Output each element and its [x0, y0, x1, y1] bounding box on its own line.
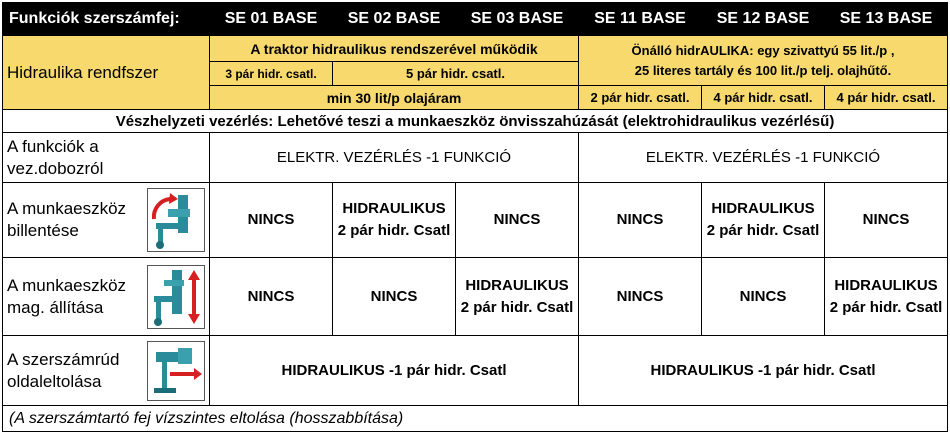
- tilt-se02-line-2: 2 pár hidr. Csatl: [337, 222, 451, 239]
- control-box-left: ELEKTR. VEZÉRLÉS -1 FUNKCIÓ: [210, 133, 579, 183]
- height-arrow-icon: [147, 265, 205, 329]
- tilt-label-line-1: A munkaeszköz: [7, 199, 127, 218]
- feature-table: [2, 2, 948, 432]
- header-model-4: SE 11 BASE: [579, 3, 702, 36]
- control-box-label-line-2: vez.dobozról: [7, 158, 104, 178]
- header-model-3: SE 03 BASE: [456, 3, 579, 36]
- note-text: (A szerszámtartó fej vízszintes eltolása (hosszabbítása): [3, 406, 948, 432]
- control-box-row: [3, 133, 948, 183]
- hydraulics-row-1: [3, 36, 948, 62]
- header-model-6: SE 13 BASE: [825, 3, 948, 36]
- standalone-line-2: 25 literes tartály és 100 lit./p telj. olajhűtő.: [634, 62, 892, 78]
- tilt-se02: [333, 183, 456, 258]
- standalone-pairs-3: 4 pár hidr. csatl.: [825, 86, 948, 110]
- side-shift-icon: [147, 341, 205, 401]
- header-row: [3, 3, 948, 36]
- emergency-row: [3, 110, 948, 133]
- tilt-se01: NINCS: [210, 183, 333, 258]
- shift-label-line-1: A szerszámrúd: [7, 349, 120, 369]
- header-model-2: SE 02 BASE: [333, 3, 456, 36]
- height-label-line-1: A munkaeszköz: [7, 275, 127, 295]
- standalone-hydraulics-cell: [579, 36, 948, 86]
- tilt-arrow-icon: [147, 188, 205, 252]
- height-label-line-2: mag. állítása: [7, 297, 104, 317]
- height-se13-line-1: HIDRAULIKUS: [834, 276, 938, 294]
- shift-left: HIDRAULIKUS -1 pár hidr. Csatl: [210, 336, 579, 406]
- height-se13-line-2: 2 pár hidr. Csatl: [829, 298, 943, 316]
- tractor-flow: min 30 lit/p olajáram: [210, 86, 579, 110]
- tilt-se12-line-2: 2 pár hidr. Csatl: [706, 222, 820, 239]
- tilt-se11: NINCS: [579, 183, 702, 258]
- header-model-1: SE 01 BASE: [210, 3, 333, 36]
- emergency-text: Vészhelyzeti vezérlés: Lehetővé teszi a munkaeszköz önvisszahúzását (elektrohidraulikus vezérlésű): [3, 110, 948, 133]
- tilt-se02-line-1: HIDRAULIKUS: [342, 200, 446, 217]
- tilt-se12-line-1: HIDRAULIKUS: [711, 200, 815, 217]
- hydraulics-label: Hidraulika rendfszer: [3, 36, 210, 110]
- tilt-se03: NINCS: [456, 183, 579, 258]
- height-se01: NINCS: [210, 258, 333, 336]
- tilt-se13: NINCS: [825, 183, 948, 258]
- shift-label-line-2: oldaleltolása: [7, 371, 102, 391]
- feature-table-container: [2, 2, 947, 436]
- height-se03: [456, 258, 579, 336]
- standalone-pairs-1: 2 pár hidr. csatl.: [579, 86, 702, 110]
- height-se11: NINCS: [579, 258, 702, 336]
- standalone-line-1: Önálló hidrAULIKA: egy szivattyú 55 lit./p ,: [631, 42, 895, 58]
- tilt-label-line-2: billentése: [7, 221, 79, 240]
- tilt-label-cell: [3, 183, 210, 258]
- height-label-cell: [3, 258, 210, 336]
- control-box-label-line-1: A funkciók a: [7, 136, 99, 156]
- tractor-hydraulics-title: A traktor hidraulikus rendszerével működik: [210, 36, 579, 62]
- standalone-pairs-2: 4 pár hidr. csatl.: [702, 86, 825, 110]
- tractor-pairs-3: 3 pár hidr. csatl.: [210, 62, 333, 86]
- control-box-label: [3, 133, 210, 183]
- height-se03-line-2: 2 pár hidr. Csatl: [460, 298, 574, 316]
- tilt-row: [3, 183, 948, 258]
- note-row: [3, 406, 948, 432]
- control-box-right: ELEKTR. VEZÉRLÉS -1 FUNKCIÓ: [579, 133, 948, 183]
- header-first-cell: Funkciók szerszámfej:: [3, 3, 210, 36]
- height-row: [3, 258, 948, 336]
- tractor-pairs-5: 5 pár hidr. csatl.: [333, 62, 579, 86]
- height-se03-line-1: HIDRAULIKUS: [465, 276, 569, 294]
- shift-label-cell: [3, 336, 210, 406]
- tilt-se12: [702, 183, 825, 258]
- height-se12: NINCS: [702, 258, 825, 336]
- height-se13: [825, 258, 948, 336]
- shift-row: [3, 336, 948, 406]
- shift-right: HIDRAULIKUS -1 pár hidr. Csatl: [579, 336, 948, 406]
- height-se02: NINCS: [333, 258, 456, 336]
- header-model-5: SE 12 BASE: [702, 3, 825, 36]
